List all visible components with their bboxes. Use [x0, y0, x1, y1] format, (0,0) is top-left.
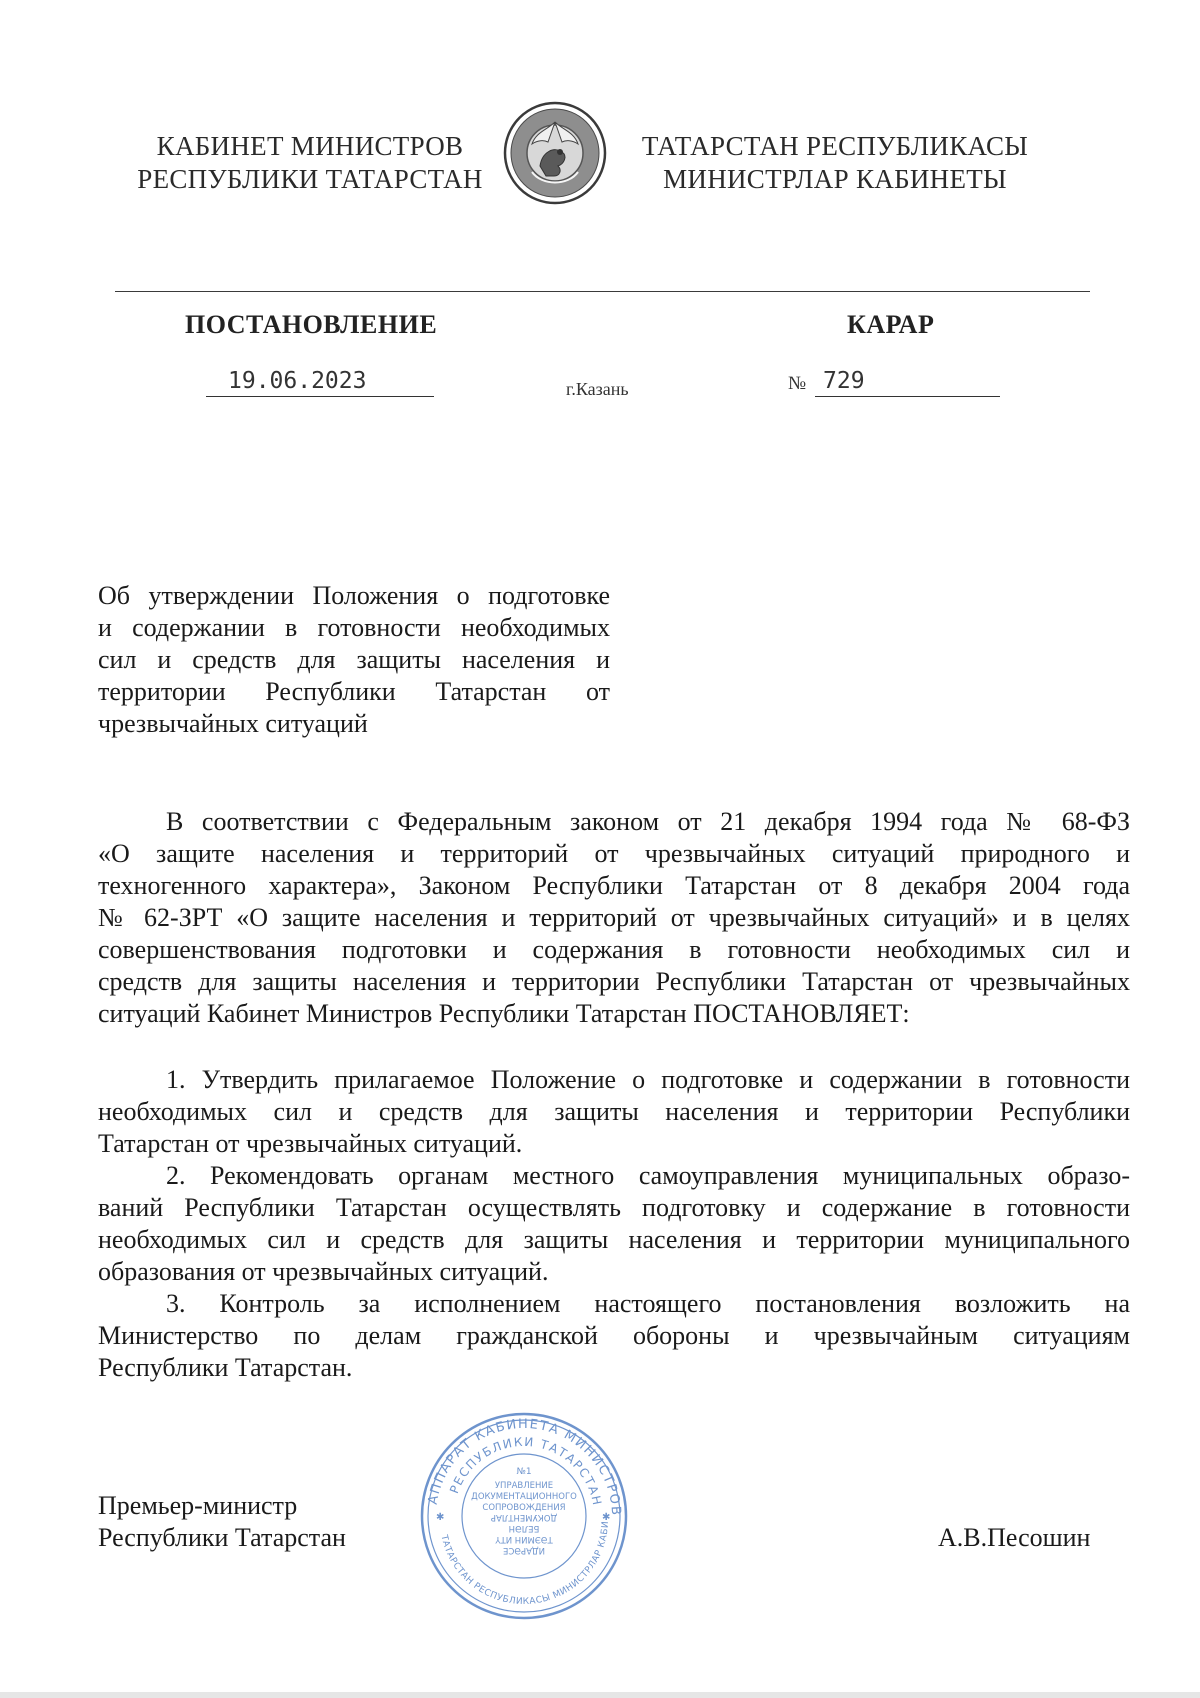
subject-line: территории Республики Татарстан от [98, 677, 610, 706]
scan-edge [0, 1692, 1200, 1698]
doc-title-tt: КАРАР [847, 310, 935, 339]
item-line: Республики Татарстан. [98, 1353, 353, 1382]
item-line: 1. Утвердить прилагаемое Положение о подготовке и содержании в готовности [166, 1065, 1130, 1094]
item-line: Министерство по делам гражданской обороны и чрезвычайным ситуациям [98, 1321, 1130, 1350]
subject-line: и содержании в готовности необходимых [98, 613, 610, 642]
seal-mirror-1: ИДАРӘСЕ [503, 1545, 545, 1555]
seal-center-2: ДОКУМЕНТАЦИОННОГО [471, 1492, 577, 1502]
seal-number: №1 [516, 1467, 532, 1477]
seal-inner-top: РЕСПУБЛИКИ ТАТАРСТАН [447, 1434, 605, 1508]
resolution-items [98, 1064, 1130, 1384]
signatory-position-line1: Премьер-министр [98, 1491, 298, 1520]
header-divider [115, 291, 1090, 292]
seal-mirror-3: БЕЛӘН [508, 1523, 540, 1533]
item-line: необходимых сил и средств для защиты населения и территории муниципального [98, 1225, 1130, 1254]
coat-of-arms-icon [502, 100, 608, 206]
seal-center-1: УПРАВЛЕНИЕ [494, 1481, 554, 1491]
preamble-line: В соответствии с Федеральным законом от 21 декабря 1994 года № 68-ФЗ [166, 807, 1130, 836]
preamble-line: техногенного характера», Законом Республики Татарстан от 8 декабря 2004 года [98, 871, 1130, 900]
issuer-left [120, 130, 500, 196]
subject-line: сил и средств для защиты населения и [98, 645, 610, 674]
issuer-left-line2: РЕСПУБЛИКИ ТАТАРСТАН [137, 164, 483, 194]
doc-number-label: № [788, 373, 807, 394]
issuer-right-line1: ТАТАРСТАН РЕСПУБЛИКАСЫ [641, 131, 1029, 161]
doc-date: 19.06.2023 [228, 368, 367, 394]
preamble [98, 806, 1130, 1030]
preamble-line: № 62-ЗРТ «О защите населения и территорий от чрезвычайных ситуаций» и в целях [98, 903, 1130, 932]
item-line: необходимых сил и средств для защиты населения и территории Республики [98, 1097, 1130, 1126]
seal-center-3: СОПРОВОЖДЕНИЯ [482, 1503, 566, 1513]
issuer-right [620, 130, 1050, 196]
issuer-left-line1: КАБИНЕТ МИНИСТРОВ [156, 131, 464, 161]
signatory-name: А.В.Песошин [938, 1523, 1091, 1552]
doc-title-ru: ПОСТАНОВЛЕНИЕ [185, 310, 438, 339]
item-line: Татарстан от чрезвычайных ситуаций. [98, 1129, 523, 1158]
subject-line: чрезвычайных ситуаций [98, 709, 368, 738]
number-field [815, 366, 1000, 397]
signatory-position-line2: Республики Татарстан [98, 1523, 346, 1552]
preamble-line: совершенствования подготовки и содержания в готовности необходимых сил и [98, 935, 1130, 964]
seal-graphic [418, 1410, 630, 1622]
doc-city: г.Казань [566, 379, 629, 399]
preamble-line: «О защите населения и территорий от чрезвычайных ситуаций природного и [98, 839, 1130, 868]
doc-number: 729 [823, 368, 865, 394]
issuer-right-line2: МИНИСТРЛАР КАБИНЕТЫ [663, 164, 1007, 194]
seal-star-right: ✱ [602, 1512, 611, 1523]
item-line: ваний Республики Татарстан осуществлять подготовку и содержание в готовности [98, 1193, 1130, 1222]
seal-outer-top: АППАРАТ КАБИНЕТА МИНИСТРОВ [425, 1416, 624, 1517]
seal-star-left: ✱ [436, 1512, 445, 1523]
seal-outer-bottom: ТАТАРСТАН РЕСПУБЛИКАСЫ МИНИСТРЛАР КАБИ [438, 1520, 612, 1608]
doc-subject [98, 580, 610, 740]
item-line: образования от чрезвычайных ситуаций. [98, 1257, 549, 1286]
seal-mirror-4: ДОКУМЕНТЛАР [490, 1512, 558, 1522]
signatory-position [98, 1490, 346, 1554]
official-seal [418, 1410, 630, 1622]
preamble-line: средств для защиты населения и территории Республики Татарстан от чрезвычайных [98, 967, 1130, 996]
seal-mirror-2: ТӘЭМИН ИТҮ [495, 1534, 553, 1544]
date-field [206, 364, 434, 397]
item-line: 2. Рекомендовать органам местного самоуправления муниципальных образо- [166, 1161, 1130, 1190]
preamble-line: ситуаций Кабинет Министров Республики Татарстан ПОСТАНОВЛЯЕТ: [98, 999, 910, 1028]
item-line: 3. Контроль за исполнением настоящего постановления возложить на [166, 1289, 1130, 1318]
subject-line: Об утверждении Положения о подготовке [98, 581, 610, 610]
